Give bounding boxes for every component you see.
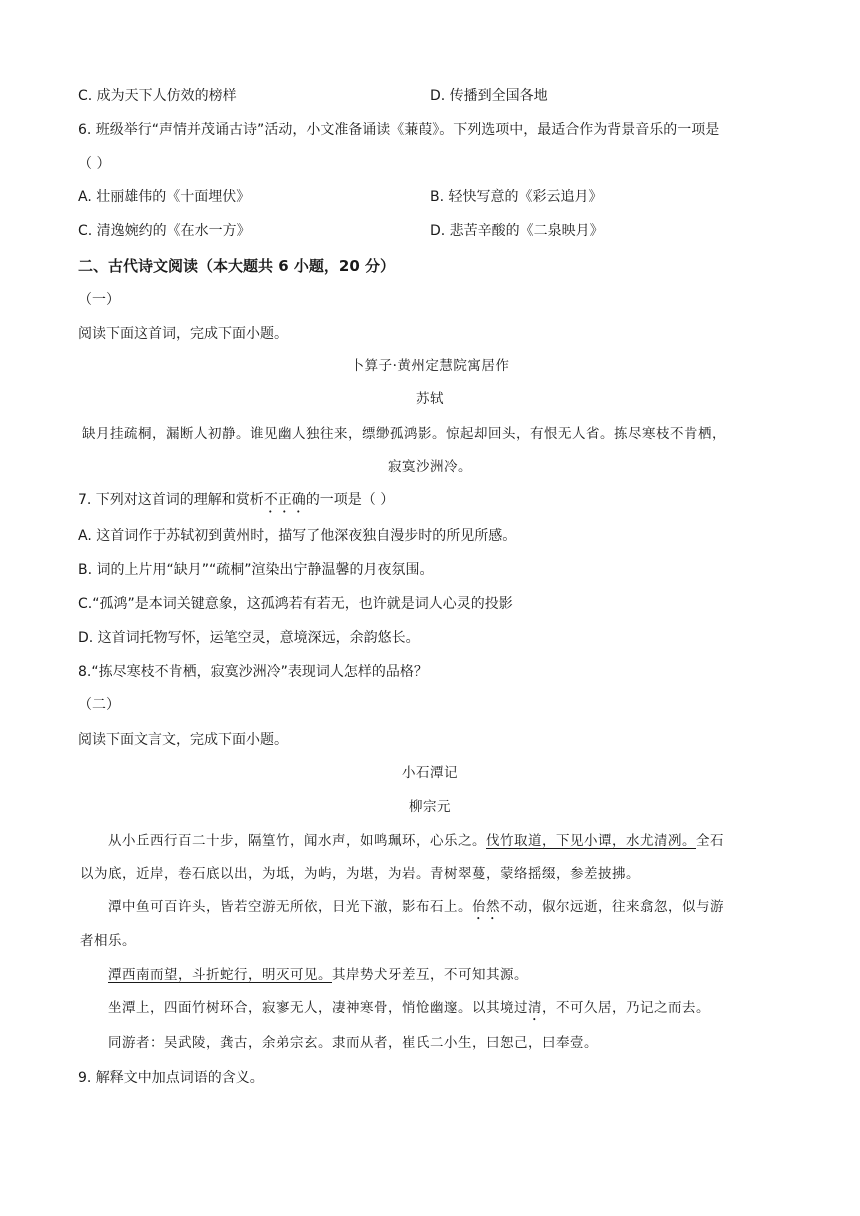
essay-p3-text: 其岸势犬牙差互，不可知其源。 [332,967,528,983]
poem-author: 苏轼 [416,391,444,407]
essay-p4 [108,998,710,1024]
essay-p3-underlined: 潭西南而望，斗折蛇行，明灭可见。 [108,967,332,983]
essay-p4-text-b: ，不可久居，乃记之而去。 [542,1000,710,1016]
essay-p2-line1 [108,897,724,923]
q9-stem: 9. 解释文中加点词语的含义。 [78,1070,264,1086]
q6-option-b[interactable]: B. 轻快写意的《彩云追月》 [430,189,603,205]
poem-title: 卜算子·黄州定慧院寓居作 [350,358,510,374]
essay-title: 小石潭记 [402,765,458,781]
essay-p1-line2: 以为底，近岸，卷石底以出，为坻，为屿，为堪，为岩。青树翠蔓，蒙络摇缀，参差披拂。 [80,866,640,882]
q6-option-a[interactable]: A. 壮丽雄伟的《十面埋伏》 [78,189,251,205]
q6-option-d[interactable]: D. 悲苦辛酸的《二泉映月》 [430,223,604,239]
q6-option-c[interactable]: C. 清逸婉约的《在水一方》 [78,223,251,239]
essay-p1-underlined: 伐竹取道，下见小谭，水尤清冽。 [486,833,696,849]
essay-p2-text-b: 不动，俶尔远逝，往来翕忽，似与游 [500,899,724,915]
essay-p2-dotted-word: 佁然 [472,899,500,915]
essay-p1-text-b: 全石 [696,833,724,849]
q6-stem: 6. 班级举行“声情并茂诵古诗”活动，小文准备诵读《蒹葭》。下列选项中，最适合作为背景音乐的一项是 [78,122,720,138]
q5-option-c[interactable]: C. 成为天下人仿效的榜样 [78,88,237,104]
essay-p2-line2: 者相乐。 [80,933,136,949]
q7-option-a[interactable]: A. 这首词作于苏轼初到黄州时，描写了他深夜独自漫步时的所见所感。 [78,528,517,544]
essay-p2-text-a: 潭中鱼可百许头，皆若空游无所依，日光下澈，影布石上。 [108,899,472,915]
q7-option-d[interactable]: D. 这首词托物写怀，运笔空灵，意境深远，余韵悠长。 [78,630,420,646]
poem-line-2: 寂寞沙洲冷。 [388,459,472,475]
essay-p3 [108,965,528,985]
essay-p4-text-a: 坐潭上，四面竹树环合，寂寥无人，凄神寒骨，悄怆幽邃。以其境过 [108,1000,528,1016]
q6-answer-blank: （ ） [78,156,111,172]
q7-stem [78,490,394,516]
q7-stem-post: 的一项是（ ） [305,492,395,508]
q8-stem: 8.“拣尽寒枝不肯栖，寂寞沙洲冷”表现词人怎样的品格？ [78,664,428,680]
instruction-essay: 阅读下面文言文，完成下面小题。 [78,732,288,748]
essay-author: 柳宗元 [409,799,451,815]
essay-p5: 同游者：吴武陵，龚古，余弟宗玄。隶而从者，崔氏二小生，曰恕己，曰奉壹。 [108,1035,598,1051]
essay-p4-dotted-word: 清 [528,1000,542,1016]
poem-line-1: 缺月挂疏桐，漏断人初静。谁见幽人独往来，缥缈孤鸿影。惊起却回头，有恨无人省。拣尽寒枝不肯栖， [82,426,726,442]
q7-dotted-text: 不正确 [263,492,306,508]
instruction-poem: 阅读下面这首词，完成下面小题。 [78,326,288,342]
q7-option-b[interactable]: B. 词的上片用“缺月”“疏桐”渲染出宁静温馨的月夜氛围。 [78,562,434,578]
q5-option-d[interactable]: D. 传播到全国各地 [430,88,548,104]
part-one-label: （一） [78,292,120,308]
essay-p1-text-a: 从小丘西行百二十步，隔篁竹，闻水声，如鸣珮环，心乐之。 [108,833,486,849]
essay-p1-line1 [108,831,724,851]
q7-stem-pre: 7. 下列对这首词的理解和赏析 [78,492,264,508]
part-two-label: （二） [78,697,120,713]
q7-option-c[interactable]: C.“孤鸿”是本词关键意象，这孤鸿若有若无，也许就是词人心灵的投影 [78,596,513,612]
section-heading: 二、古代诗文阅读（本大题共 6 小题，20 分） [78,257,395,275]
